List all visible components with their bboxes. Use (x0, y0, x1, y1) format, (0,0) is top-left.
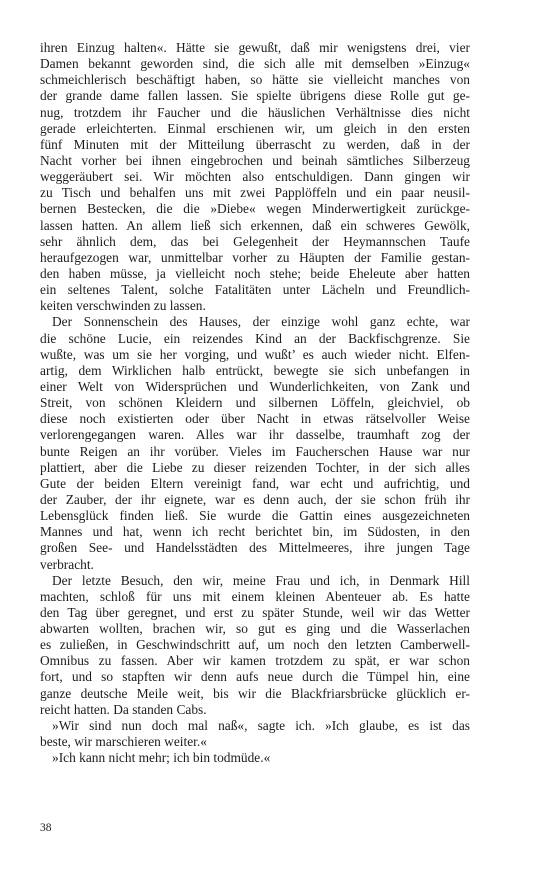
text-line: lassen hatten. An allem ließ sich erkennen, daß ein schweres Gewölk, (40, 217, 470, 233)
text-line: fünf Minuten mit der Mitteilung überrascht zu werden, daß in der (40, 136, 470, 152)
text-line: verbracht. (40, 556, 94, 572)
text-line: nug, trotzdem ihr Faucher und die häuslichen Verhältnisse dies nicht (40, 104, 470, 120)
text-line: Omnibus zu fassen. Aber wir kamen trotzdem zu spät, er war schon (40, 653, 470, 669)
text-line: »Ich kann nicht mehr; ich bin todmüde.« (52, 750, 271, 766)
text-line: »Wir sind nun doch mal naß«, sagte ich. »Ich glaube, es ist das (52, 717, 470, 733)
text-line: Nacht vorher bei ihnen eingebrochen und beinah sämtliches Silberzeug (40, 152, 470, 168)
text-line: diese noch existierten oder über Nacht in etwas rätselvoller Weise (40, 411, 470, 427)
text-line: bernen Bestecken, die die »Diebe« wegen Minderwertigkeit zurückge- (40, 201, 470, 217)
text-line: reicht hatten. Da standen Cabs. (40, 701, 207, 717)
text-line: ganze deutsche Meile weit, bis wir die Blackfriarsbrücke glücklich er- (40, 685, 470, 701)
text-line: Gute der beiden Eltern vereinigt fand, war echt und aufrichtig, und (40, 475, 470, 491)
text-line: die schöne Lucie, ein reizendes Kind an der Backfischgrenze. Sie (40, 330, 470, 346)
text-line: sehr ähnlich dem, das bei Gelegenheit der Heymannschen Taufe (40, 233, 470, 249)
text-line: Mannes und hat, wenn ich recht berichtet bin, im Südosten, in den (40, 524, 470, 540)
text-line: plattiert, aber die Liebe zu dieser reizenden Tochter, in der sich alles (40, 459, 470, 475)
text-line: machten, schloß für uns mit einem kleinen Abenteuer ab. Es hatte (40, 588, 470, 604)
text-line: Lebensglück finden ließ. Sie wurde die Gattin eines ausgezeichneten (40, 508, 470, 524)
text-line: artig, dem Wirklichen halb entrückt, bewegte sie sich unbefangen in (40, 362, 470, 378)
text-line: ihren Einzug halten«. Hätte sie gewußt, daß mir wenigstens drei, vier (40, 40, 470, 55)
text-line: weggeräubert sei. Wir möchten also entschuldigen. Dann gingen wir (40, 169, 470, 185)
text-line: Der Sonnenschein des Hauses, der einzige wohl ganz echte, war (52, 314, 470, 330)
body-text (40, 40, 470, 766)
page-number: 38 (40, 822, 52, 834)
text-line: gerade erleichterten. Einmal erschienen wir, um gleich in den ersten (40, 120, 470, 136)
text-line: es zuließen, in Geschwindschritt auf, um noch den letzten Camberwell- (40, 637, 470, 653)
text-line: schmeichlerisch beschäftigt haben, so hätte sie vielleicht manches von (40, 72, 470, 88)
text-line: heraufgezogen war, unmittelbar vorher zu Häupten der Familie gestan- (40, 249, 470, 265)
text-line: ein seltenes Talent, solche Fatalitäten unter Lächeln und Freundlich- (40, 282, 470, 298)
text-line: abwarten wollten, brachen wir, so gut es ging und die Wasserlachen (40, 621, 470, 637)
text-line: der Zauber, der ihr eignete, war es denn auch, der sie schon früh ihr (40, 491, 470, 507)
text-line: beste, wir marschieren weiter.« (40, 734, 207, 750)
text-line: zu Tisch und behalfen uns mit zwei Papplöffeln und ein paar neusil- (40, 185, 470, 201)
text-line: der grande dame fallen lassen. Sie spielte übrigens diese Rolle gut ge- (40, 88, 470, 104)
text-line: fort, und so stapften wir denn aufs neue durch die Tümpel hin, eine (40, 669, 470, 685)
text-line: wußte, was um sie her vorging, und wußt’ es auch wieder nicht. Elfen- (40, 346, 470, 362)
text-line: den Tag über geregnet, und erst zu später Stunde, weil wir das Wetter (40, 604, 470, 620)
text-line: den haben müsse, ja vielleicht noch stehe; beide Eheleute aber hatten (40, 265, 470, 281)
text-line: keiten verschwinden zu lassen. (40, 298, 206, 314)
text-line: bunte Reigen an ihr vorüber. Vieles im Faucherschen Hause war nur (40, 443, 470, 459)
text-line: Der letzte Besuch, den wir, meine Frau und ich, in Denmark Hill (52, 572, 470, 588)
text-line: großen See- und Handelsstädten des Mittelmeeres, ihre jungen Tage (40, 540, 470, 556)
text-line: verlorengegangen waren. Alles war ihr dasselbe, traumhaft zog der (40, 427, 470, 443)
text-line: einer Welt von Widersprüchen und Wunderlichkeiten, von Zank und (40, 378, 470, 394)
text-line: Damen bekannt geworden sind, die sich alle mit demselben »Einzug« (40, 56, 470, 72)
text-line: Streit, von schönen Kleidern und silbernen Löffeln, gleichviel, ob (40, 395, 470, 411)
